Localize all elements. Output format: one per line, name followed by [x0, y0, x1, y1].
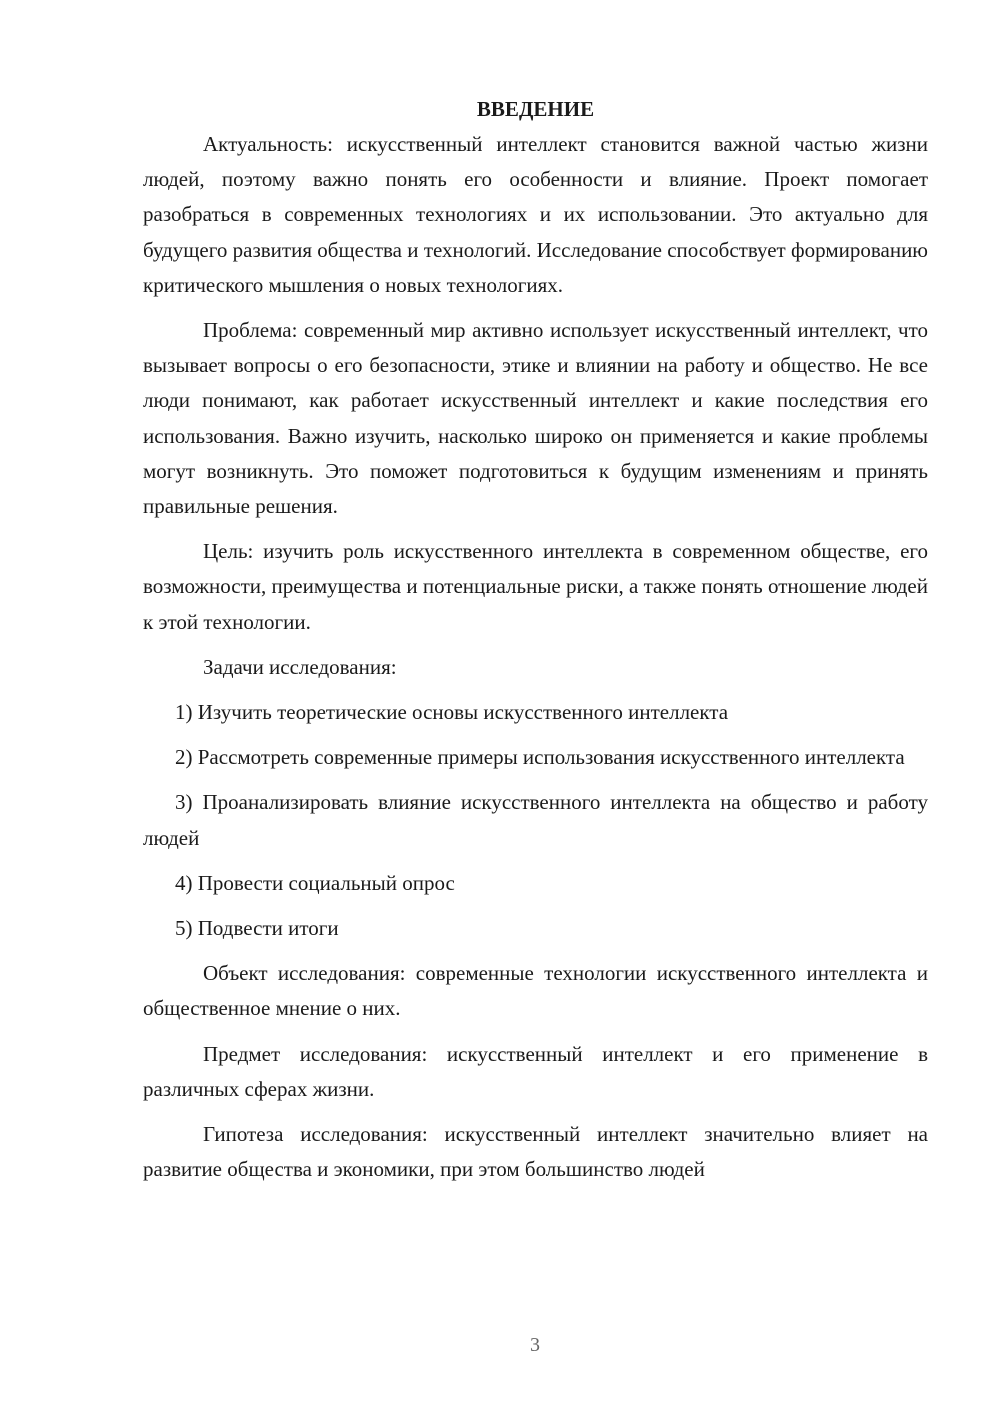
document-page	[143, 92, 928, 1187]
tasks-heading: Задачи исследования:	[203, 654, 397, 679]
task-item-2: 2) Рассмотреть современные примеры использования искусственного интеллекта	[175, 745, 905, 770]
problem-paragraph: Проблема: современный мир активно использует искусственный интеллект, что вызывает вопросы о его безопасности, этике и влиянии на работу и общество. Не все люди понимают, как работает искусственный интеллект и какие последствия его использования. Важно изучить, насколько широко он применяется и какие проблемы могут возникнуть. Это поможет подготовиться к будущим изменениям и принять правильные решения.	[143, 318, 928, 519]
task-item-5: 5) Подвести итоги	[175, 916, 339, 941]
page-number: 3	[530, 1334, 540, 1356]
goal-paragraph: Цель: изучить роль искусственного интеллекта в современном обществе, его возможности, преимущества и потенциальные риски, а также понять отношение людей к этой технологии.	[143, 539, 928, 634]
object-paragraph: Объект исследования: современные технологии искусственного интеллекта и общественное мнение о них.	[143, 961, 928, 1021]
relevance-paragraph: Актуальность: искусственный интеллект становится важной частью жизни людей, поэтому важно понять его особенности и влияние. Проект помогает разобраться в современных технологиях и их использовании. Это актуально для будущего развития общества и технологий. Исследование способствует формированию критического мышления о новых технологиях.	[143, 132, 928, 297]
hypothesis-paragraph: Гипотеза исследования: искусственный интеллект значительно влияет на развитие общества и экономики, при этом большинство людей	[143, 1122, 928, 1182]
subject-paragraph: Предмет исследования: искусственный интеллект и его применение в различных сферах жизни.	[143, 1041, 928, 1101]
task-item-3: 3) Проанализировать влияние искусственного интеллекта на общество и работу людей	[143, 790, 928, 850]
task-item-1: 1) Изучить теоретические основы искусственного интеллекта	[175, 700, 729, 725]
task-item-4: 4) Провести социальный опрос	[175, 870, 455, 895]
page-title: ВВЕДЕНИЕ	[476, 97, 595, 121]
